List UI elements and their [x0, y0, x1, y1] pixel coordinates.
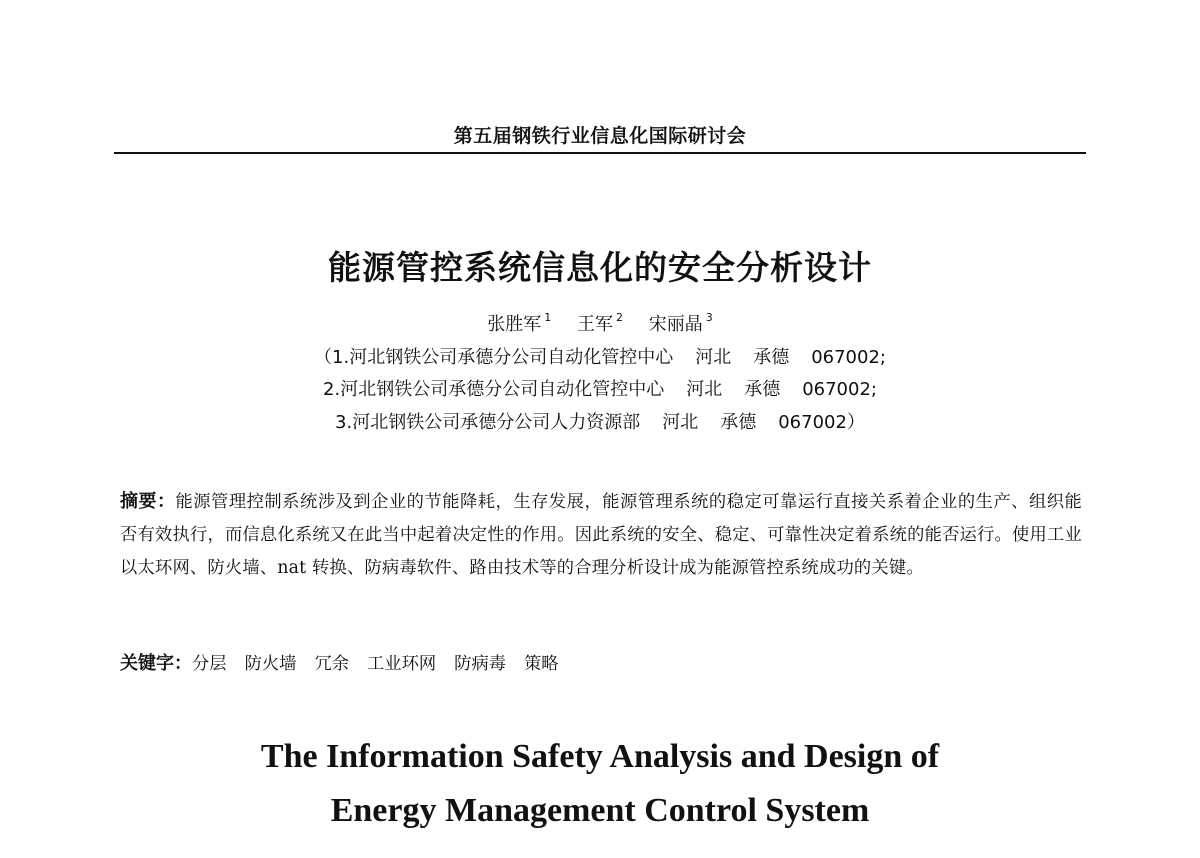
- author-name: 张胜军: [487, 314, 542, 335]
- affiliation: [0, 408, 1200, 434]
- keywords: [120, 650, 1082, 678]
- title-cn: 能源管控系统信息化的安全分析设计: [328, 248, 872, 287]
- title-en-line-1: The Information Safety Analysis and Design of: [260, 738, 940, 775]
- affiliation-org: 河北钢铁公司承德分公司自动化管控中心: [340, 379, 665, 400]
- author-list: [0, 310, 1200, 336]
- abstract-label: 摘要：: [120, 491, 176, 512]
- affiliation: [0, 343, 1200, 369]
- author: [487, 310, 551, 336]
- author-name: 宋丽晶: [648, 314, 703, 335]
- running-header: 第五届钢铁行业信息化国际研讨会: [453, 125, 747, 147]
- keywords-label: 关键字：: [120, 653, 192, 674]
- keyword: 工业环网: [367, 654, 437, 674]
- affiliation-city: 承德: [744, 379, 781, 400]
- author-affil-mark: 2: [616, 311, 623, 324]
- author-affil-mark: 1: [544, 311, 552, 324]
- affiliation-province: 河北: [662, 412, 699, 433]
- affiliation-province: 河北: [695, 347, 732, 368]
- abstract: [120, 485, 1082, 585]
- affiliation-city: 承德: [753, 347, 790, 368]
- author-affil-mark: 3: [705, 311, 713, 324]
- affiliation-city: 承德: [720, 412, 757, 433]
- keyword: 防病毒: [454, 654, 507, 674]
- affiliation-postcode: 067002）: [778, 412, 865, 433]
- keyword: 冗余: [314, 654, 350, 674]
- keyword: 分层: [192, 654, 227, 674]
- affiliation-postcode: 067002;: [811, 347, 886, 368]
- header-rule: [114, 152, 1086, 154]
- abstract-text: 能源管理控制系统涉及到企业的节能降耗，生存发展，能源管理系统的稳定可靠运行直接关系着企业的生产、组织能否有效执行，而信息化系统又在此当中起着决定性的作用。因此系统的安全、稳定、可靠性决定着系统的能否运行。使用工业以太环网、防火墙、nat 转换、防病毒软件、路由技术等的合理分析设计成为能源管控系统成功的关键。: [120, 492, 1082, 578]
- affiliation-prefix: 3.: [335, 412, 353, 433]
- title-en-line-2: Energy Management Control System: [330, 792, 870, 829]
- affiliation-prefix: （1.: [314, 347, 350, 368]
- affiliation-prefix: 2.: [323, 379, 341, 400]
- author-name: 王军: [577, 314, 613, 335]
- affiliation-org: 河北钢铁公司承德分公司自动化管控中心: [349, 347, 674, 368]
- keyword: 防火墙: [244, 654, 297, 674]
- author: [577, 310, 623, 336]
- author: [649, 310, 713, 336]
- affiliation-province: 河北: [686, 379, 723, 400]
- affiliation-postcode: 067002;: [802, 379, 877, 400]
- affiliation-org: 河北钢铁公司承德分公司人力资源部: [352, 412, 641, 433]
- affiliation: [0, 375, 1200, 401]
- keyword: 策略: [524, 654, 559, 674]
